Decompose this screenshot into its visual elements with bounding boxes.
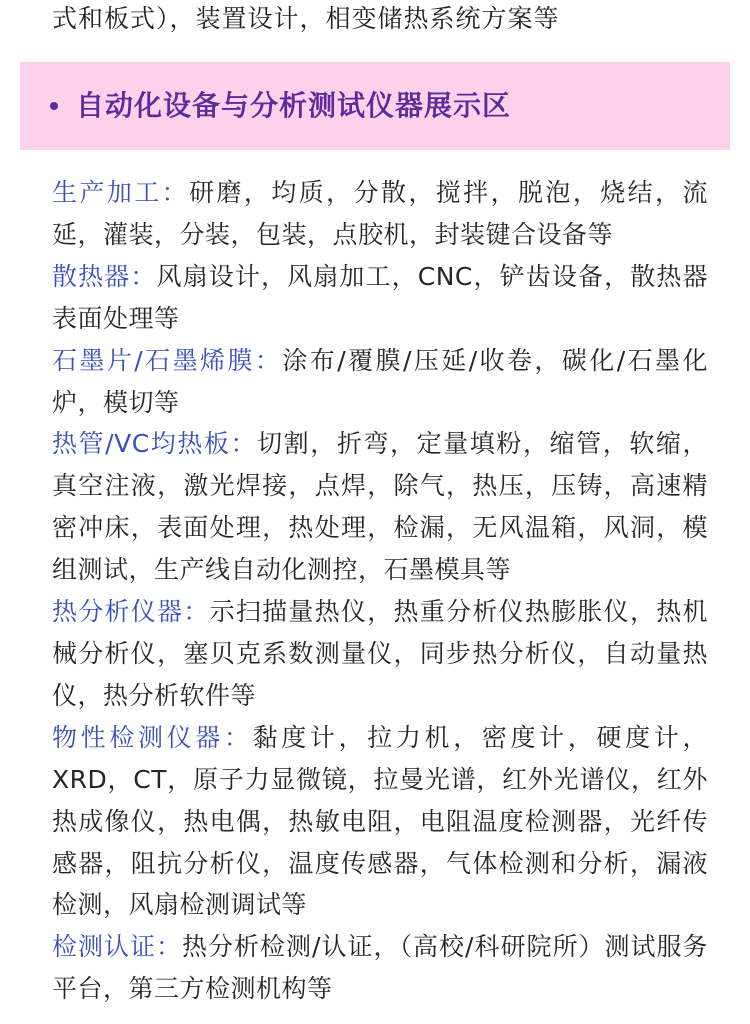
category-description: 风扇设计，风扇加工，CNC，铲齿设备，散热器表面处理等 [52,261,708,333]
section-banner [20,62,730,150]
category-graphite-film [52,340,708,424]
category-physical-testing [52,717,708,927]
category-label: 热管/VC均热板： [52,429,258,459]
category-description: 切割，折弯，定量填粉，缩管，软缩，真空注液，激光焊接，点焊，除气，热压，压铸，高速精密冲床，表面处理，热处理，检漏，无风温箱，风洞，模组测试，生产线自动化测控，石墨模具等 [52,429,708,585]
category-description: 研磨，均质，分散，搅拌，脱泡，烧结，流延，灌装，分装，包装，点胶机，封装键合设备等 [52,178,708,249]
exhibit-category-list [52,172,708,1010]
category-label: 石墨片/石墨烯膜： [52,345,283,375]
category-production-processing [52,172,708,256]
category-heat-pipe-vc [52,423,708,591]
category-label: 检测认证： [52,932,183,962]
category-description: 黏度计，拉力机，密度计，硬度计，XRD，CT，原子力显微镜，拉曼光谱，红外光谱仪，红外热成像仪，热电偶，热敏电阻，电阻温度检测器，光纤传感器，阻抗分析仪，温度传感器，气体检测和分析，漏液检测，风扇检测调试等 [52,722,708,920]
category-label: 生产加工： [52,178,190,207]
category-label: 物性检测仪器： [52,722,253,752]
category-thermal-analysis [52,591,708,717]
category-description: 热分析检测/认证，（高校/科研院所）测试服务平台，第三方检测机构等 [52,932,708,1004]
section-title: 自动化设备与分析测试仪器展示区 [76,89,512,122]
previous-paragraph-tail: 式和板式），装置设计，相变储热系统方案等 [52,4,560,33]
category-description: 示扫描量热仪，热重分析仪热膨胀仪，热机械分析仪，塞贝克系数测量仪，同步热分析仪，自动量热仪，热分析软件等 [52,597,708,710]
category-label: 散热器： [52,261,157,291]
bullet-dot-icon [50,102,58,110]
category-description: 涂布/覆膜/压延/收卷，碳化/石墨化炉，模切等 [52,345,708,417]
category-label: 热分析仪器： [52,597,210,627]
category-heat-sink [52,256,708,340]
category-certification [52,926,708,1010]
